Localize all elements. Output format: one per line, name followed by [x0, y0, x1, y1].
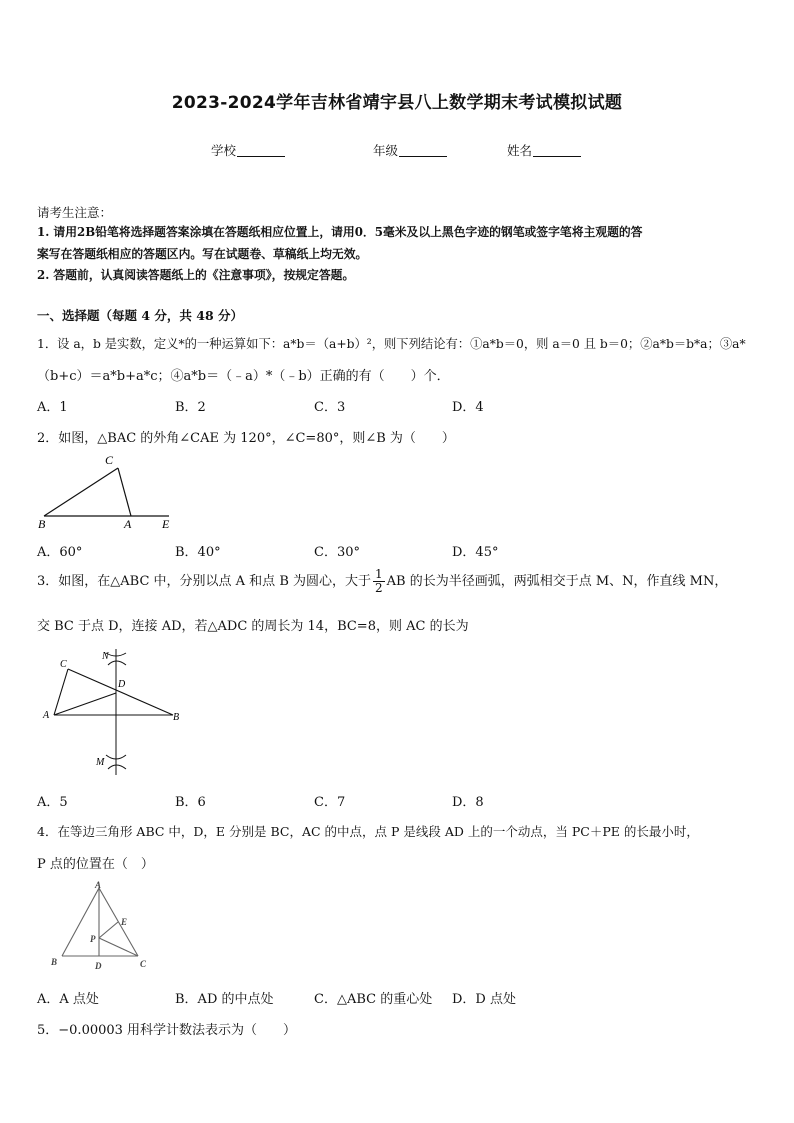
- q3-label-n: N: [102, 651, 109, 662]
- school-blank: [237, 144, 285, 157]
- q4-stem-line-1: 4．在等边三角形 ABC 中，D，E 分别是 BC，AC 的中点，点 P 是线段 AD 上的一个动点，当 PC＋PE 的长最小时，: [37, 824, 699, 839]
- q4-stem-line-2: P 点的位置在（ ）: [37, 857, 154, 872]
- q2-stem: 2．如图，△BAC 的外角∠CAE 为 120°，∠C=80°，则∠B 为（ ）: [37, 431, 455, 446]
- q2-label-e: E: [162, 517, 170, 531]
- q4-line-ac: [99, 888, 138, 956]
- q3-line-ad: [54, 693, 116, 715]
- q3-stem-line-1: [37, 568, 727, 595]
- q3-option-a: A．5: [37, 795, 68, 810]
- name-label: 姓名: [507, 143, 533, 158]
- q2-label-c: C: [105, 453, 114, 467]
- name-blank: [533, 144, 581, 157]
- q1-option-b: B．2: [175, 400, 206, 415]
- q3-stem-post: AB 的长为半径画弧，两弧相交于点 M、N，作直线 MN，: [386, 574, 728, 589]
- q4-label-a: A: [95, 880, 102, 890]
- q3-label-a: A: [43, 710, 50, 721]
- q4-option-c: C．△ABC 的重心处: [314, 992, 433, 1007]
- q2-option-c: C．30°: [314, 545, 360, 560]
- q3-fraction-numerator: 1: [375, 567, 383, 581]
- q3-line-ac: [54, 669, 68, 715]
- q3-figure: [38, 645, 188, 780]
- q2-label-b: B: [38, 517, 46, 531]
- q3-arc-m-2: [108, 765, 126, 769]
- q2-figure: [34, 450, 179, 532]
- q4-option-b: B．AD 的中点处: [175, 992, 274, 1007]
- section-1-heading: 一、选择题（每题 4 分，共 48 分）: [37, 308, 244, 323]
- page-title: 2023-2024学年吉林省靖宇县八上数学期末考试模拟试题: [171, 93, 623, 113]
- q4-label-e: E: [121, 917, 128, 927]
- q3-label-d: D: [118, 679, 126, 690]
- q3-fraction-denominator: 2: [375, 581, 383, 595]
- q5-stem: 5．−0.00003 用科学计数法表示为（ ）: [37, 1023, 297, 1038]
- q1-stem-line-2: （b+c）＝a*b+a*c；④a*b＝（﹣a）*（﹣b）正确的有（ ）个．: [37, 369, 450, 384]
- q3-arc-n-2: [108, 661, 126, 665]
- q3-stem-pre: 3．如图，在△ABC 中，分别以点 A 和点 B 为圆心，大于: [37, 574, 372, 589]
- q4-option-a: A．A 点处: [37, 992, 99, 1007]
- q3-option-b: B．6: [175, 795, 206, 810]
- q4-label-d: D: [95, 961, 102, 971]
- grade-label: 年级: [373, 143, 399, 158]
- q3-line-cb: [68, 669, 173, 715]
- notice-item-2: 2. 答题前，认真阅读答题纸上的《注意事项》，按规定答题。: [37, 268, 355, 282]
- q2-option-d: D．45°: [452, 545, 499, 560]
- notice-item-1-line-2: 案写在答题纸相应的答题区内。写在试题卷、草稿纸上均无效。: [37, 247, 368, 261]
- q1-option-c: C．3: [314, 400, 346, 415]
- q4-label-c: C: [140, 959, 147, 969]
- school-field: [211, 141, 285, 159]
- school-label: 学校: [211, 143, 237, 158]
- q2-label-a: A: [124, 517, 132, 531]
- q3-label-m: M: [96, 757, 105, 768]
- q3-fraction: [373, 568, 385, 595]
- q2-line-bc: [44, 468, 118, 516]
- grade-field: [373, 141, 447, 159]
- q4-label-p: P: [90, 934, 96, 944]
- grade-blank: [399, 144, 447, 157]
- q1-option-a: A．1: [37, 400, 68, 415]
- q1-option-d: D．4: [452, 400, 484, 415]
- q3-option-c: C．7: [314, 795, 346, 810]
- q4-label-b: B: [51, 957, 58, 967]
- q4-option-d: D．D 点处: [452, 992, 516, 1007]
- q3-label-b: B: [173, 712, 180, 723]
- notice-item-1-line-1: 1. 请用2B铅笔将选择题答案涂填在答题纸相应位置上，请用0．5毫米及以上黑色字迹的钢笔或签字笔将主观题的答: [37, 225, 643, 239]
- notice-heading: 请考生注意：: [37, 205, 113, 220]
- q4-line-pe: [99, 922, 118, 938]
- name-field: [507, 141, 581, 159]
- q3-stem-line-2: 交 BC 于点 D，连接 AD，若△ADC 的周长为 14，BC=8，则 AC 的长为: [37, 619, 469, 634]
- q1-stem-line-1: 1．设 a，b 是实数，定义*的一种运算如下：a*b＝（a+b）²，则下列结论有：①a*b＝0，则 a＝0 且 b＝0；②a*b＝b*a；③a*: [37, 337, 746, 351]
- q2-option-b: B．40°: [175, 545, 221, 560]
- q3-label-c: C: [60, 659, 67, 670]
- q3-option-d: D．8: [452, 795, 484, 810]
- q4-line-ab: [62, 888, 99, 956]
- q4-line-pc: [99, 938, 138, 956]
- q2-option-a: A．60°: [37, 545, 83, 560]
- q4-figure: [44, 878, 159, 973]
- q2-line-ca: [118, 468, 131, 516]
